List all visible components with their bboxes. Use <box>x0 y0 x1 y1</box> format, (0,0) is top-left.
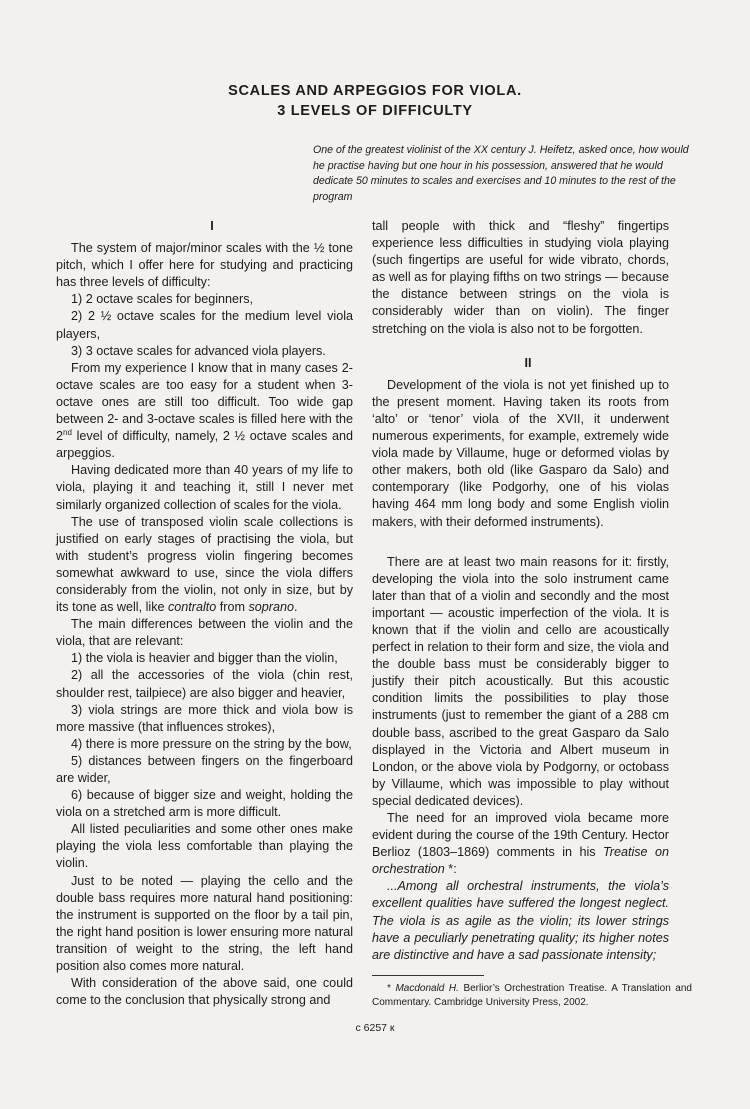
title-line-2: 3 LEVELS OF DIFFICULTY <box>277 103 473 119</box>
paragraph-continued: tall people with thick and “fleshy” fingertips experience less difficulties in studying viola playing (such fingertips are useful for wide vibrato, chords, as well as for playing fifths on two strings — because the distance between strings on the viola is considerably wider than on violin). The finger stretching on the viola is also not to be forgotten. <box>372 219 669 336</box>
list-item: 5) distances between fingers on the fingerboard are wider, <box>56 753 353 785</box>
list-item: 4) there is more pressure on the string by the bow, <box>71 736 352 751</box>
paragraph: With consideration of the above said, one could come to the conclusion that physically strong and <box>56 976 353 1008</box>
list-item: 2) 2 ½ octave scales for the medium level viola players, <box>56 309 353 341</box>
paragraph: Development of the viola is not yet finished up to the present moment. Having taken its roots from ‘alto’ or ‘tenor’ viola of the XVII, it underwent numerous experiments, for example, extremely wide viola made by Villaume, huge or deformed violas by other makers, both old (like Gasparo da Salo) and contemporary (like Podgorhy, one of his violas having 464 mm long body and some English violin makers, with their deformed instruments). <box>372 377 669 529</box>
quotation: ...Among all orchestral instruments, the viola’s excellent qualities have suffered the longest neglect. The viola is as agile as the violin; its lower strings have a peculiarly penetrating quality; its higher notes are distinctive and have a sad passionate intensity; <box>372 879 669 962</box>
list-item: 1) 2 octave scales for beginners, <box>71 292 254 307</box>
list-item: 1) the viola is heavier and bigger than the violin, <box>71 651 338 666</box>
section-heading-1: I <box>210 219 214 233</box>
paragraph: The main differences between the violin and the viola, that are relevant: <box>56 617 353 649</box>
footnote-divider <box>372 975 484 976</box>
paragraph: The system of major/minor scales with the ½ tone pitch, which I offer here for studying and practicing has three levels of difficulty: <box>56 241 353 290</box>
epigraph: One of the greatest violinist of the XX century J. Heifetz, asked once, how would he practise having but one hour in his possession, answered that he would dedicate 50 minutes to scales and exercises and 10 minutes to the rest of the program <box>313 144 689 203</box>
list-item: 6) because of bigger size and weight, holding the viola on a stretched arm is more difficult. <box>56 788 353 820</box>
title-line-1: SCALES AND ARPEGGIOS FOR VIOLA. <box>228 83 522 99</box>
paragraph: The need for an improved viola became more evident during the course of the 19th Century. Hector Berlioz (1803–1869) comments in his Treatise on orchestration *: <box>372 811 669 877</box>
left-column <box>56 218 353 1009</box>
paragraph: All listed peculiarities and some other ones make playing the viola less comfortable than playing the violin. <box>56 822 353 871</box>
paragraph: There are at least two main reasons for it: firstly, developing the viola into the solo instrument came later than that of a violin and secondly and the most important — acoustic imperfection of the viola. It is known that if the violin and cello are acoustically perfect in relation to their form and size, the viola and the double bass must be considerably bigger to justify their pitch acoustically. But this acoustic condition limits the possibilities to play those instruments (just to remember the giant of a 288 cm double bass, ascribed to the great Gasparo da Salo displayed in the Victoria and Albert museum in London, or the above viola by Podgorny, or octobass by Villaume, which was impossible to play without special dedicated devices). <box>372 554 669 808</box>
paragraph: The use of transposed violin scale collections is justified on early stages of practising the viola, but with student’s progress violin fingering becomes somewhat awkward to use, since the viola differs considerably from the violin, not only in size, but by its tone as well, like contralto from soprano. <box>56 514 353 615</box>
paragraph: Just to be noted — playing the cello and the double bass requires more natural hand positioning: the instrument is supported on the floor by a tail pin, the right hand position is lower ensuring more natural transition of weight to the string, the left hand position also comes more natural. <box>56 873 353 974</box>
footnote: * Macdonald H. Berlior’s Orchestration Treatise. A Translation and Commentary. Cambridge University Press, 2002. <box>372 983 692 1008</box>
list-item: 3) 3 octave scales for advanced viola players. <box>71 343 326 358</box>
page-number: с 6257 к <box>355 1022 395 1034</box>
right-column <box>372 218 669 964</box>
list-item: 3) viola strings are more thick and viola bow is more massive (that influences strokes), <box>56 702 353 734</box>
list-item: 2) all the accessories of the viola (chin rest, shoulder rest, tailpiece) are also bigger and heavier, <box>56 668 353 700</box>
section-heading-2: II <box>524 355 532 370</box>
paragraph: From my experience I know that in many cases 2-octave scales are too easy for a student when 3-octave ones are still too difficult. Too wide gap between 2- and 3-octave scales is filled here with the 2nd level of difficulty, namely, 2 ½ octave scales and arpeggios. <box>56 360 353 461</box>
paragraph: Having dedicated more than 40 years of my life to viola, playing it and teaching it, still I never met similarly organized collection of scales for the viola. <box>56 463 353 512</box>
